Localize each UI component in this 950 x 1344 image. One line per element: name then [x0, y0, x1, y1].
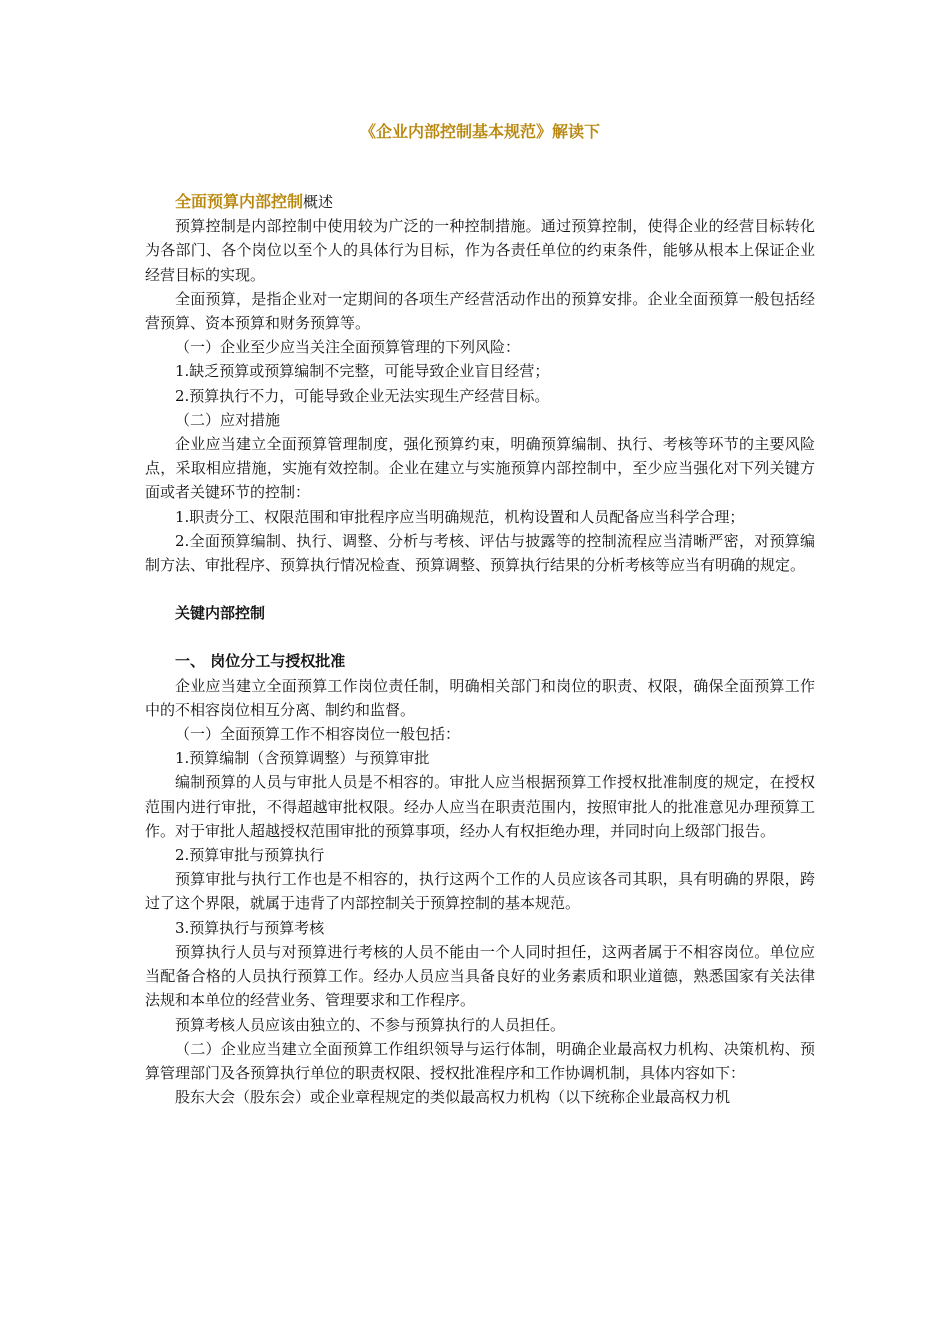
paragraph: （一）全面预算工作不相容岗位一般包括：: [175, 725, 461, 744]
section-heading-budget-overview: [145, 190, 815, 214]
subsection-heading: 一、 岗位分工与授权批准: [175, 652, 346, 671]
list-item: 1.缺乏预算或预算编制不完整，可能导致企业盲目经营；: [175, 362, 550, 381]
list-item: 2.预算执行不力，可能导致企业无法实现生产经营目标。: [175, 386, 550, 405]
paragraph: 股东大会（股东会）或企业章程规定的类似最高权力机构（以下统称企业最高权力机: [175, 1088, 731, 1107]
paragraph: （二）应对措施: [175, 410, 281, 429]
paragraph: 全面预算，是指企业对一定期间的各项生产经营活动作出的预算安排。企业全面预算一般包括经营预算、资本预算和财务预算等。: [145, 289, 815, 333]
list-item: 2.预算审批与预算执行: [175, 846, 325, 865]
document-title: 《企业内部控制基本规范》解读下: [359, 122, 600, 141]
spacer: [145, 577, 815, 601]
spacer: [145, 625, 815, 649]
paragraph: 预算考核人员应该由独立的、不参与预算执行的人员担任。: [175, 1015, 566, 1034]
section-heading-highlight: 全面预算内部控制: [175, 192, 304, 211]
document-body: [145, 118, 815, 1109]
paragraph: （一）企业至少应当关注全面预算管理的下列风险：: [175, 338, 521, 357]
section-heading-rest: 概述: [303, 193, 334, 211]
list-item: 1.预算编制（含预算调整）与预算审批: [175, 749, 430, 768]
list-item: 1.职责分工、权限范围和审批程序应当明确规范，机构设置和人员配备应当科学合理；: [175, 507, 745, 526]
paragraph: 企业应当建立全面预算工作岗位责任制，明确相关部门和岗位的职责、权限，确保全面预算工作中的不相容岗位相互分离、制约和监督。: [145, 676, 815, 719]
list-item: 2.全面预算编制、执行、调整、分析与考核、评估与披露等的控制流程应当清晰严密，对预算编制方法、审批程序、预算执行情况检查、预算调整、预算执行结果的分析考核等应当有明确的规定。: [145, 531, 815, 575]
list-item: 3.预算执行与预算考核: [175, 918, 325, 937]
paragraph: （二）企业应当建立全面预算工作组织领导与运行体制，明确企业最高权力机构、决策机构、预算管理部门及各预算执行单位的职责权限、授权批准程序和工作协调机制，具体内容如下：: [145, 1039, 815, 1082]
paragraph: 预算审批与执行工作也是不相容的，执行这两个工作的人员应该各司其职，具有明确的界限，跨过了这个界限，就属于违背了内部控制关于预算控制的基本规范。: [145, 870, 815, 913]
paragraph: 预算控制是内部控制中使用较为广泛的一种控制措施。通过预算控制，使得企业的经营目标转化为各部门、各个岗位以至个人的具体行为目标，作为各责任单位的约束条件，能够从根本上保证企业经营目标的实现。: [145, 217, 815, 284]
paragraph: 企业应当建立全面预算管理制度，强化预算约束，明确预算编制、执行、考核等环节的主要风险点，采取相应措施，实施有效控制。企业在建立与实施预算内部控制中，至少应当强化对下列关键方面或者关键环节的控制：: [145, 435, 815, 502]
paragraph: 编制预算的人员与审批人员是不相容的。审批人应当根据预算工作授权批准制度的规定，在授权范围内进行审批，不得超越审批权限。经办人应当在职责范围内，按照审批人的批准意见办理预算工作。对于审批人超越授权范围审批的预算事项，经办人有权拒绝办理，并同时向上级部门报告。: [145, 773, 815, 840]
paragraph: 预算执行人员与对预算进行考核的人员不能由一个人同时担任，这两者属于不相容岗位。单位应当配备合格的人员执行预算工作。经办人员应当具备良好的业务素质和职业道德，熟悉国家有关法律法规和本单位的经营业务、管理要求和工作程序。: [145, 942, 815, 1010]
section-heading-key-controls: 关键内部控制: [175, 604, 266, 623]
